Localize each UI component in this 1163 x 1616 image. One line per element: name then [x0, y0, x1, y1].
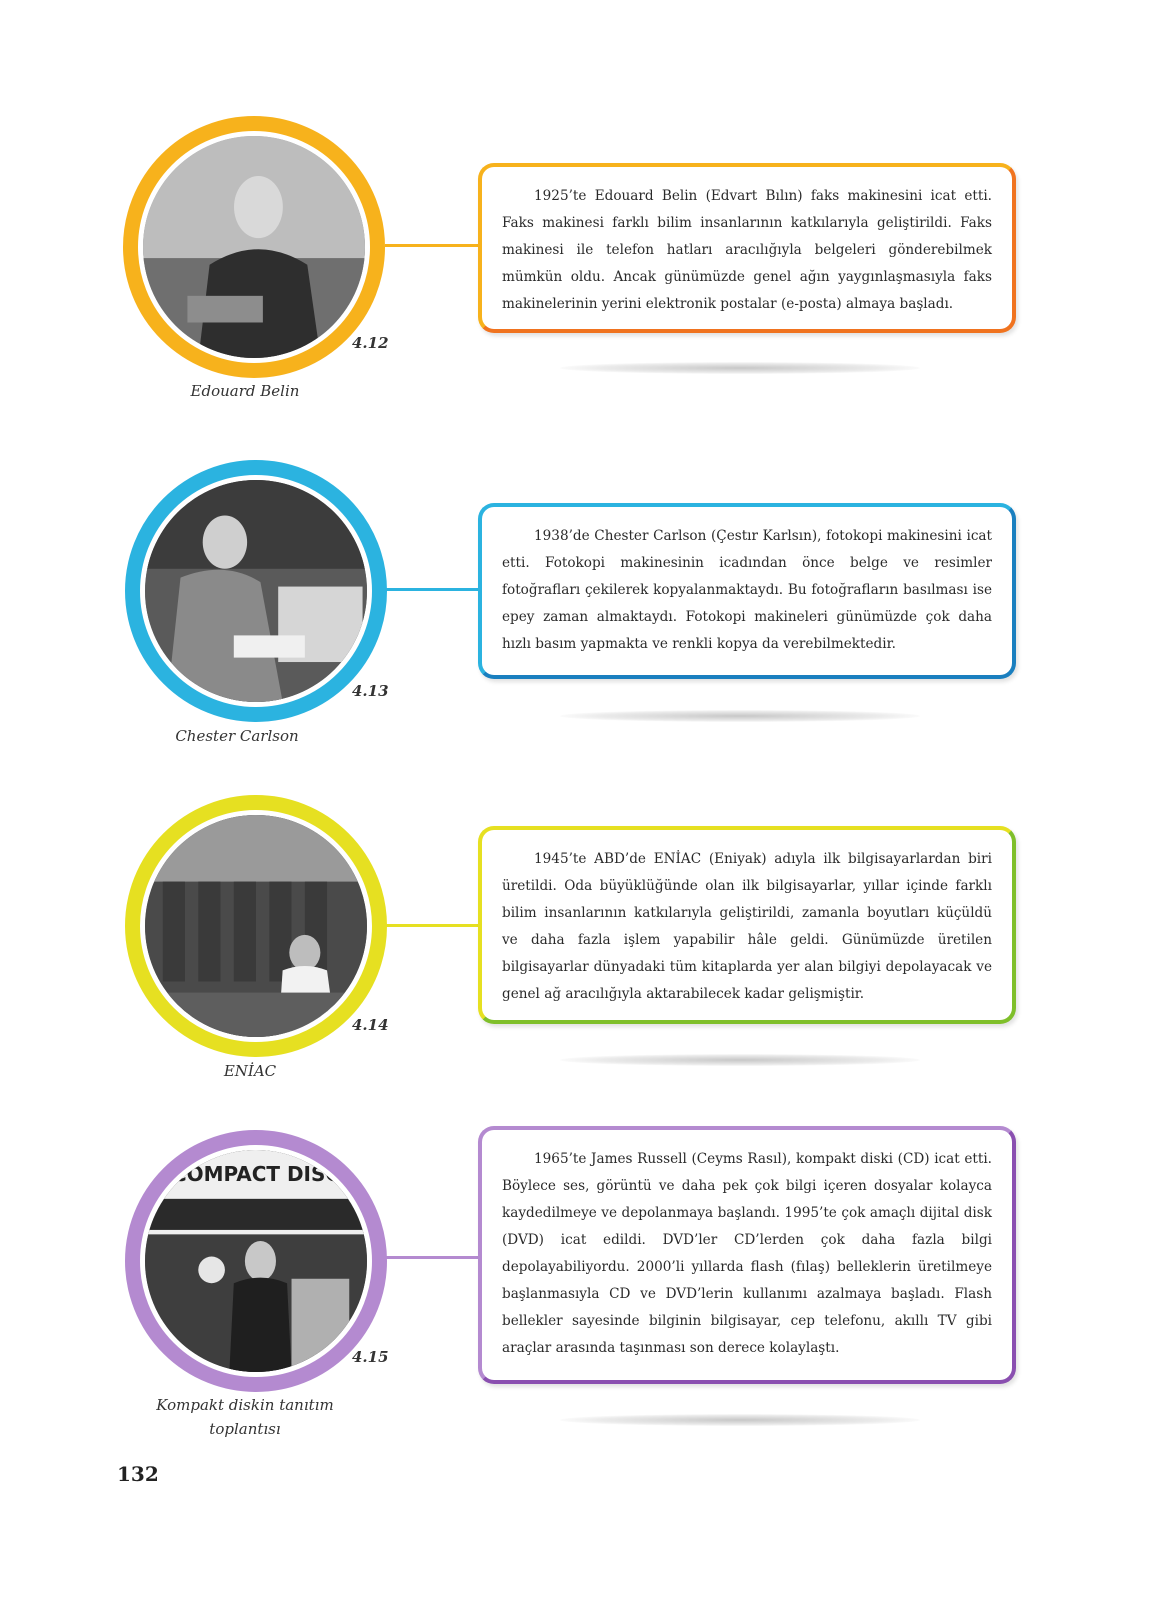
photo-caption: ENİAC	[223, 1062, 277, 1080]
connector-line	[385, 244, 480, 247]
shadow-bar	[560, 362, 920, 374]
photo-ring	[123, 116, 385, 378]
figure-number: 4.14	[352, 1016, 389, 1034]
connector-line	[385, 1256, 480, 1259]
connector-line	[385, 924, 480, 927]
description: 1945’te ABD’de ENİAC (Eniyak) adıyla ilk bilgisayarlardan biri üretildi. Oda büyüklüğünde olan ilk bilgisayarlar, yıllar içinde farklı bilim insanlarının katkılarıyla geliştirildi, zamanla boyutları küçüldü ve daha fazla işlem yapabilir hâle geldi. Günümüzde üretilen bilgisayarlar dünyadaki tüm kitaplarda yer alan bilgiyi depolayacak ve genel ağ aracılığıyla aktarabilecek kadar gelişmiştir.	[502, 851, 992, 1002]
figure-number: 4.12	[352, 334, 389, 352]
figure-number: 4.15	[352, 1348, 389, 1366]
text-box	[478, 163, 1016, 333]
text-box	[478, 826, 1016, 1024]
compact-disc-photo	[145, 1150, 367, 1372]
compact-disc-sign: COMPACT DISC	[171, 1162, 341, 1187]
text-box	[478, 1126, 1016, 1384]
description: 1925’te Edouard Belin (Edvart Bılın) faks makinesini icat etti. Faks makinesi farklı bilim insanlarının katkılarıyla geliştirildi. Faks makinesi ile telefon hatları aracılığıyla belgeleri gönderebilmek mümkün oldu. Ancak günümüzde genel ağın yaygınlaşmasıyla faks makinelerinin yerini elektronik postalar (e-posta) almaya başladı.	[502, 188, 992, 312]
page-number: 132	[117, 1462, 159, 1486]
shadow-bar	[560, 1414, 920, 1426]
chester-carlson-photo	[145, 480, 367, 702]
photo-ring	[125, 795, 387, 1057]
eniac-photo	[145, 815, 367, 1037]
photo-ring	[125, 1130, 387, 1392]
description: 1965’te James Russell (Ceyms Rasıl), kompakt diski (CD) icat etti. Böylece ses, görüntü ve daha pek çok bilgi içeren dosyalar kolayca kaydedilmeye ve depolanmaya başlandı. 1995’te çok amaçlı dijital disk (DVD) icat edildi. DVD’ler CD’lerden çok daha fazla bilgi depolayabiliyordu. 2000’li yıllarda flash (fılaş) belleklerin üretilmeye başlanmasıyla CD ve DVD’lerin kullanımı azalmaya başladı. Flash bellekler sayesinde bilginin bilgisayar, cep telefonu, akıllı TV gibi araçlar arasında taşınması son derece kolaylaştı.	[502, 1151, 992, 1356]
photo-caption: Edouard Belin	[190, 382, 300, 400]
figure-number: 4.13	[352, 682, 389, 700]
photo-caption: Chester Carlson	[175, 727, 299, 745]
photo-ring	[125, 460, 387, 722]
shadow-bar	[560, 1054, 920, 1066]
description: 1938’de Chester Carlson (Çestır Karlsın), fotokopi makinesini icat etti. Fotokopi makinesinin icadından önce belge ve resimler fotoğrafları çekilerek kopyalanmaktaydı. Bu fotoğrafların basılması ise epey zaman almaktaydı. Fotokopi makineleri günümüzde çok daha hızlı basım yapmakta ve renkli kopya da verebilmektedir.	[502, 528, 992, 652]
photo-caption: Kompakt diskin tanıtım toplantısı	[156, 1396, 334, 1438]
connector-line	[385, 588, 480, 591]
text-box	[478, 503, 1016, 679]
edouard-belin-photo	[143, 136, 365, 358]
shadow-bar	[560, 710, 920, 722]
